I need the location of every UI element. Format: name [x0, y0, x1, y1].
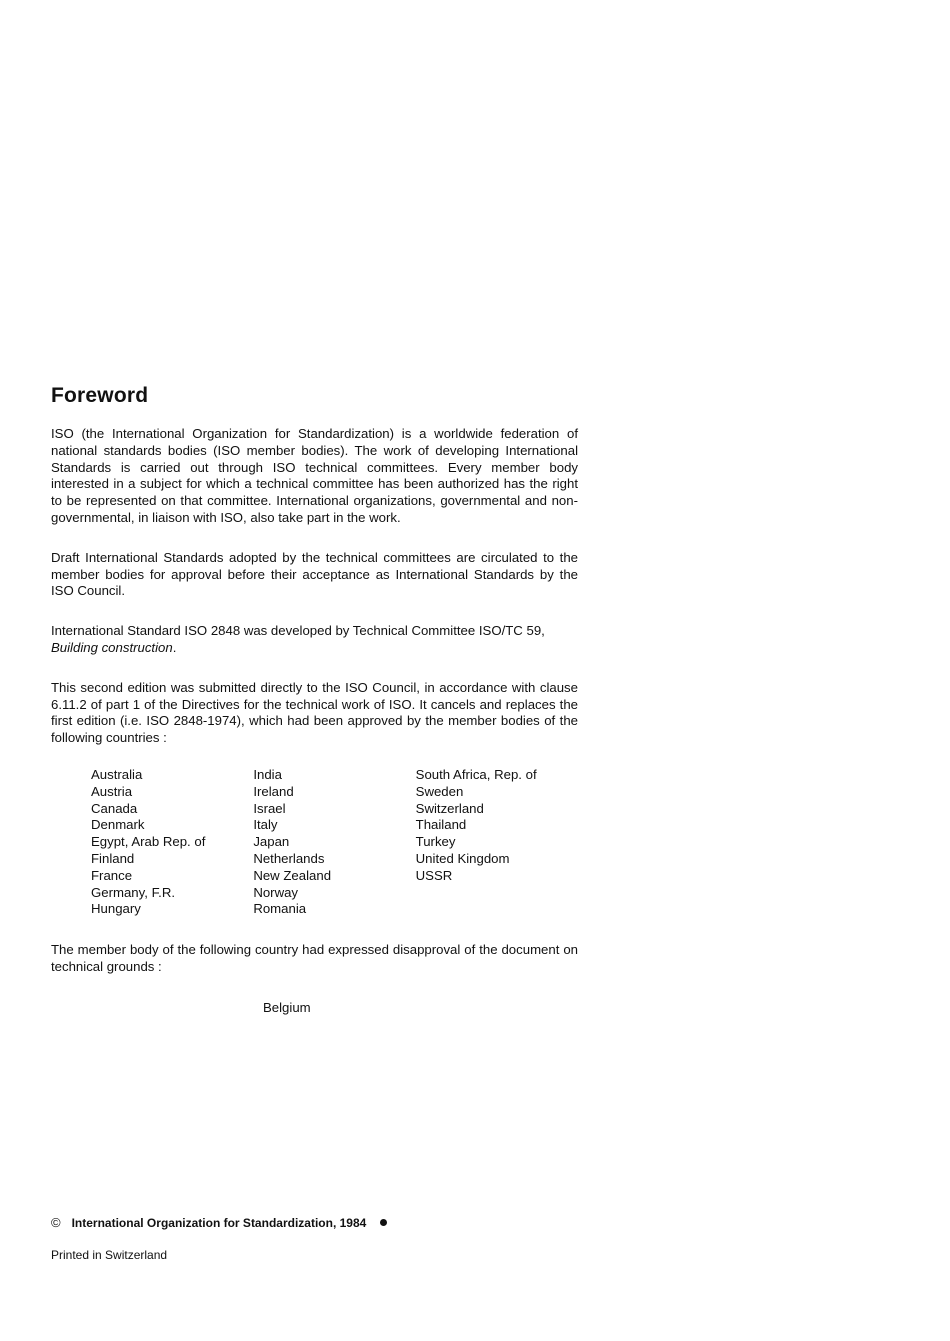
- printed-in: Printed in Switzerland: [51, 1248, 168, 1262]
- committee-text: International Standard ISO 2848 was developed by Technical Committee ISO/TC 59,: [51, 623, 545, 639]
- copyright-line: [51, 1215, 387, 1230]
- country-item: Thailand: [415, 817, 467, 833]
- country-item: Switzerland: [415, 800, 484, 816]
- country-item: Hungary: [91, 901, 141, 917]
- country-item: United Kingdom: [415, 850, 510, 866]
- disapproval-country: Belgium: [263, 999, 311, 1015]
- country-item: Sweden: [415, 783, 464, 799]
- approving-countries: [91, 767, 578, 918]
- copyright-icon: ©: [51, 1215, 61, 1230]
- committee-name: Building construction: [51, 639, 173, 655]
- country-item: Romania: [253, 901, 307, 917]
- page-title: Foreword: [51, 384, 149, 407]
- countries-column-3: [416, 767, 578, 918]
- country-item: India: [253, 766, 282, 782]
- committee-suffix: .: [172, 639, 177, 655]
- country-item: Israel: [253, 800, 286, 816]
- paragraph-second-edition: This second edition was submitted directly to the ISO Council, in accordance with clause 6.11.2 of part 1 of the Directives for the technical work of ISO. It cancels and replaces the first edition (i.e. ISO 2848-1974), which had been approved by the member bodies of the following countries :: [51, 679, 578, 746]
- country-item: France: [91, 867, 133, 883]
- country-item: Turkey: [415, 834, 456, 850]
- country-item: Japan: [253, 834, 290, 850]
- countries-column-2: [253, 767, 415, 918]
- country-item: Finland: [91, 850, 135, 866]
- paragraph-disapproval: The member body of the following country had expressed disapproval of the document on technical grounds :: [51, 942, 578, 974]
- country-item: Netherlands: [253, 850, 325, 866]
- countries-column-1: [91, 767, 253, 918]
- country-item: Australia: [91, 766, 143, 782]
- paragraph-draft-standards: Draft International Standards adopted by the technical committees are circulated to the member bodies for approval before their acceptance as International Standards by the ISO Council.: [51, 549, 578, 599]
- country-item: New Zealand: [253, 867, 332, 883]
- paragraph-iso-intro: ISO (the International Organization for Standardization) is a worldwide federation of national standards bodies (ISO member bodies). The work of developing International Standards is carried out through ISO technical committees. Every member body interested in a subject for which a technical committee has been authorized has the right to be represented on that committee. International organizations, governmental and non-governmental, in liaison with ISO, also take part in the work.: [51, 426, 578, 525]
- country-item: South Africa, Rep. of: [415, 766, 537, 782]
- country-item: Germany, F.R.: [91, 884, 176, 900]
- bullet-icon: [380, 1219, 387, 1226]
- country-item: Denmark: [91, 817, 145, 833]
- copyright-text: International Organization for Standardization, 1984: [71, 1215, 367, 1230]
- paragraph-committee: [51, 623, 578, 657]
- foreword-section: [51, 383, 578, 1017]
- country-item: Austria: [91, 783, 133, 799]
- country-item: Italy: [253, 817, 278, 833]
- country-item: Norway: [253, 884, 299, 900]
- country-item: Egypt, Arab Rep. of: [91, 834, 206, 850]
- country-item: Ireland: [253, 783, 294, 799]
- country-item: USSR: [415, 867, 453, 883]
- country-item: Canada: [91, 800, 138, 816]
